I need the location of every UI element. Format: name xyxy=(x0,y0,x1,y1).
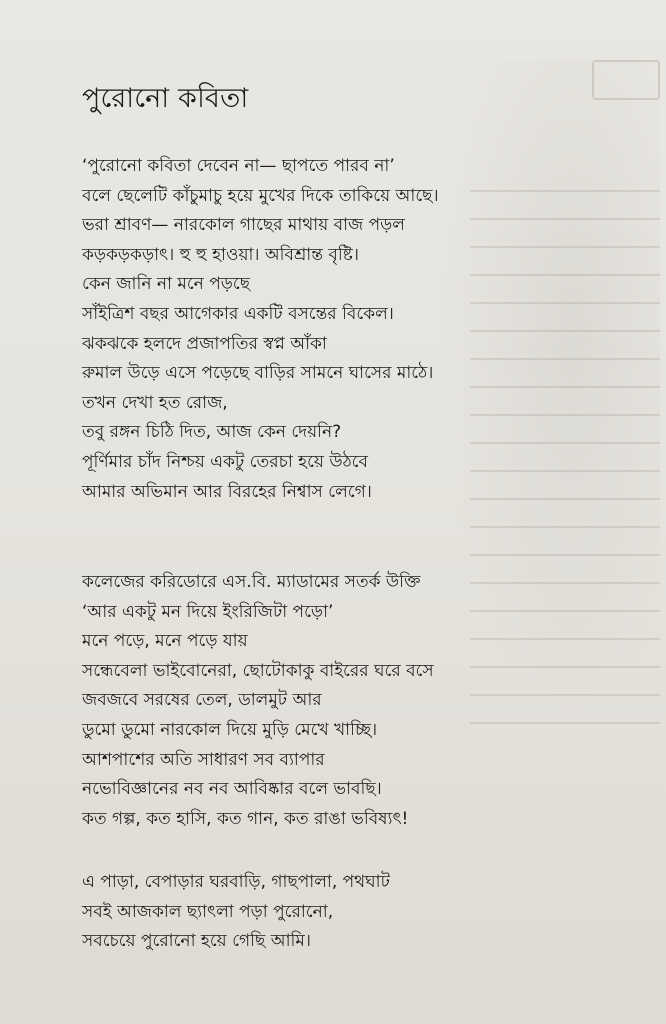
poem-line: তবু রঙ্গন চিঠি দিত, আজ কেন দেয়নি? xyxy=(82,422,342,443)
poem-line: ঝকঝকে হলদে প্রজাপতির স্বপ্ন আঁকা xyxy=(82,333,327,354)
poem-line: ভরা শ্রাবণ— নারকোল গাছের মাথায় বাজ পড়ল xyxy=(82,215,405,236)
poem-line: সন্ধেবেলা ভাইবোনেরা, ছোটোকাকু বাইরের ঘরে বসে xyxy=(82,660,434,681)
poem-line: রুমাল উড়ে এসে পড়েছে বাড়ির সামনে ঘাসের মাঠে। xyxy=(82,363,434,384)
poem-line: জবজবে সরষের তেল, ডালমুট আর xyxy=(82,690,322,711)
poem-title: পুরোনো কবিতা xyxy=(82,83,249,115)
poem-line: ‘পুরোনো কবিতা দেবেন না— ছাপতে পারব না’ xyxy=(82,156,395,176)
poem-line: এ পাড়া, বেপাড়ার ঘরবাড়ি, গাছপালা, পথঘাট xyxy=(82,872,390,892)
poem-line: নভোবিজ্ঞানের নব নব আবিষ্কার বলে ভাবছি। xyxy=(82,779,382,800)
poem-line: আমার অভিমান আর বিরহের নিশ্বাস লেগে। xyxy=(82,481,372,502)
stanza xyxy=(82,568,552,834)
poem-line: বলে ছেলেটি কাঁচুমাচু হয়ে মুখের দিকে তাকিয়ে আছে। xyxy=(82,185,439,206)
poem-line: তখন দেখা হত রোজ, xyxy=(82,392,228,413)
poem-line: মনে পড়ে, মনে পড়ে যায় xyxy=(82,631,248,652)
poem-line: কড়কড়কড়াৎ। হু হু হাওয়া। অবিশ্রান্ত বৃষ্টি। xyxy=(82,244,359,265)
poem-line: সাঁইত্রিশ বছর আগেকার একটি বসন্তের বিকেল। xyxy=(82,303,394,324)
poem-line: কত গল্প, কত হাসি, কত গান, কত রাঙা ভবিষ্যৎ! xyxy=(82,808,409,829)
poem-line: আশপাশের অতি সাধারণ সব ব্যাপার xyxy=(82,749,325,770)
poem-line: পূর্ণিমার চাঁদ নিশ্চয় একটু তেরচা হয়ে উঠবে xyxy=(82,451,368,472)
poem-line: ‘আর একটু মন দিয়ে ইংরিজিটা পড়ো’ xyxy=(82,601,334,622)
bleed-through-heading-mark xyxy=(592,60,660,100)
stanza xyxy=(82,152,552,507)
poem-line: ডুমো ডুমো নারকোল দিয়ে মুড়ি মেখে খাচ্ছি। xyxy=(82,719,378,740)
stanza xyxy=(82,868,552,957)
poem-line: কলেজের করিডোরে এস.বি. ম্যাডামের সতর্ক উক্তি xyxy=(82,572,421,592)
poem-line: সবচেয়ে পুরোনো হয়ে গেছি আমি। xyxy=(82,931,311,952)
poem-line: কেন জানি না মনে পড়ছে xyxy=(82,274,251,295)
poem-line: সবই আজকাল ছ্যাৎলা পড়া পুরোনো, xyxy=(82,901,334,922)
